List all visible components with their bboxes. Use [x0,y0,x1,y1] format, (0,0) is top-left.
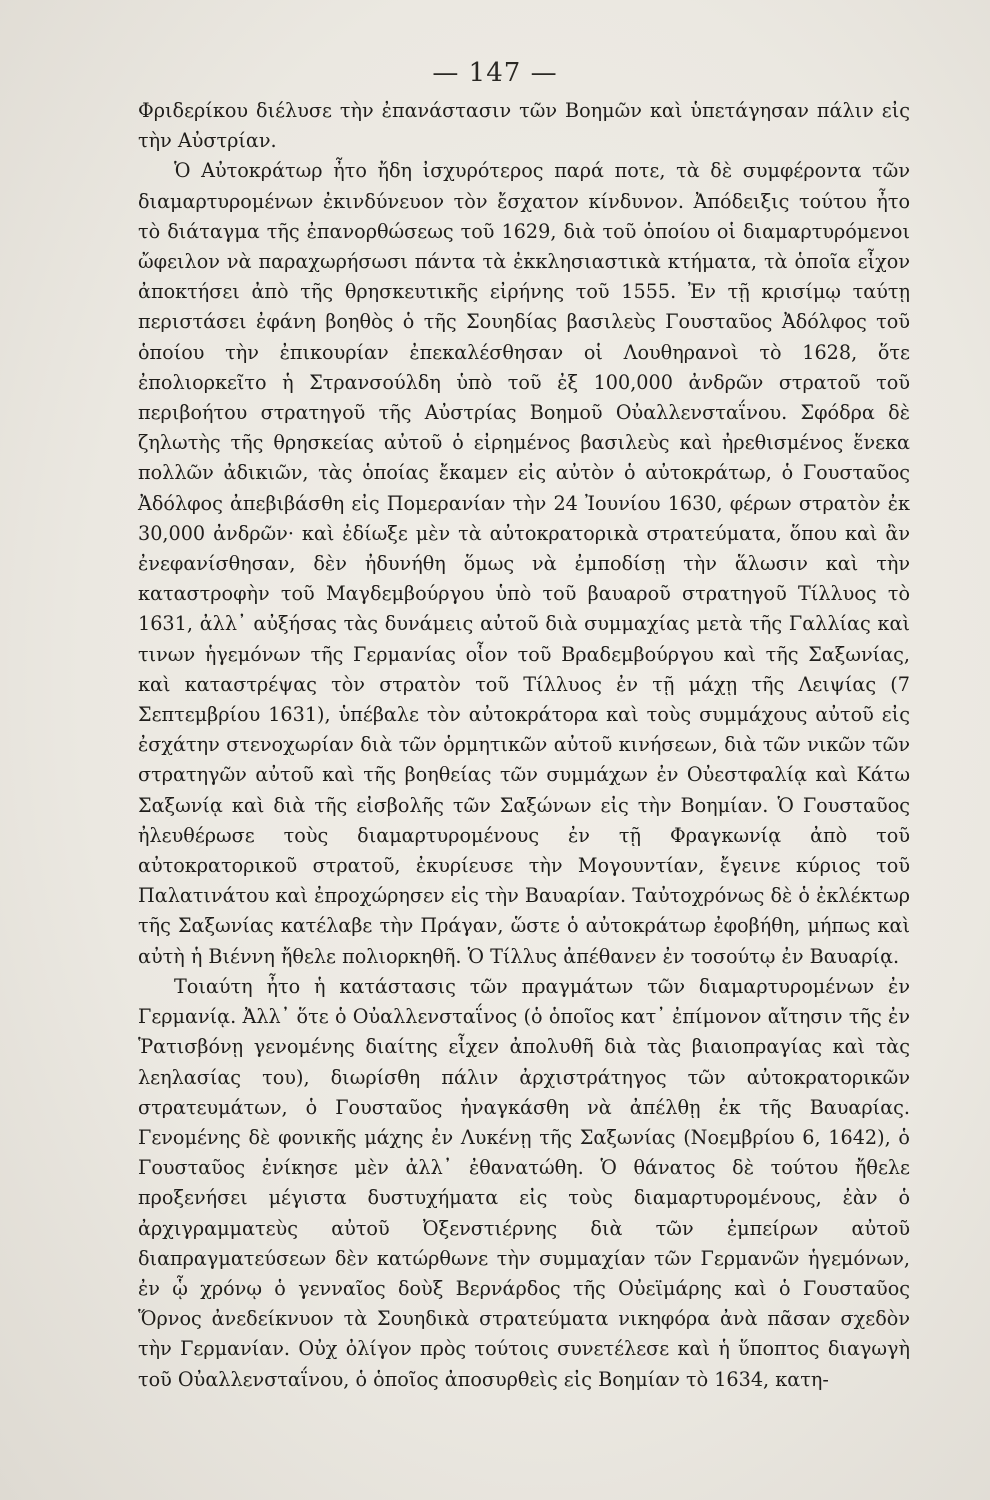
paragraph-continuation: Φριδερίκου διέλυσε τὴν ἐπανάστασιν τῶν Βοημῶν καὶ ὑπετάγησαν πάλιν εἰς τὴν Αὐστρίαν. [138,99,910,153]
paragraph-situation: Τοιαύτη ἦτο ἡ κατάστασις τῶν πραγμάτων τῶν διαμαρτυρομένων ἐν Γερμανίᾳ. Ἀλλ᾽ ὅτε ὁ Οὐαλλενσταΐνος (ὁ ὁποῖος κατ᾽ ἐπίμονον αἴτησιν τῆς ἐν Ῥατισβόνῃ γενομένης διαίτης εἶχεν ἀπολυθῆ διὰ τὰς βιαιοπραγίας καὶ τὰς λεηλασίας του), διωρίσθη πάλιν ἀρχιστράτηγος τῶν αὐτοκρατορικῶν στρατευμάτων, ὁ Γουσταῦος ἠναγκάσθη νὰ ἀπέλθῃ ἐκ τῆς Βαυαρίας. Γενομένης δὲ φονικῆς μάχης ἐν Λυκένῃ τῆς Σαξωνίας (Νοεμβρίου 6, 1642), ὁ Γουσταῦος ἐνίκησε μὲν ἀλλ᾽ ἐθανατώθη. Ὁ θάνατος δὲ τούτου ἤθελε προξενήσει μέγιστα δυστυχήματα εἰς τοὺς διαμαρτυρομένους, ἐὰν ὁ ἀρχιγραμματεὺς αὐτοῦ Ὀξενστιέρνης διὰ τῶν ἐμπείρων αὐτοῦ διαπραγματεύσεων δὲν κατώρθωνε τὴν συμμαχίαν τῶν Γερμανῶν ἡγεμόνων, ἐν ᾧ χρόνῳ ὁ γενναῖος δοὺξ Βερνάρδος τῆς Οὐεϊμάρης καὶ ὁ Γουσταῦος Ὅρνος ἀνεδείκνυον τὰ Σουηδικὰ στρατεύματα νικηφόρα ἀνὰ πᾶσαν σχεδὸν τὴν Γερμανίαν. Οὐχ ὀλίγον πρὸς τούτοις συνετέλεσε καὶ ἡ ὕποπτος διαγωγὴ τοῦ Οὐαλλενσταΐνου, ὁ ὁποῖος ἀποσυρθεὶς εἰς Βοημίαν τὸ 1634, κατη- [138,974,910,1391]
body-text [138,96,910,1395]
page-number: — 147 — [432,58,558,88]
paragraph-emperor: Ὁ Αὐτοκράτωρ ἦτο ἤδη ἰσχυρότερος παρά ποτε, τὰ δὲ συμφέροντα τῶν διαμαρτυρομένων ἐκινδύνευον τὸν ἔσχατον κίνδυνον. Ἀπόδειξις τούτου ἦτο τὸ διάταγμα τῆς ἐπανορθώσεως τοῦ 1629, διὰ τοῦ ὁποίου οἱ διαμαρτυρόμενοι ὤφειλον νὰ παραχωρήσωσι πάντα τὰ ἐκκλησιαστικὰ κτήματα, τὰ ὁποῖα εἶχον ἀποκτήσει ἀπὸ τῆς θρησκευτικῆς εἰρήνης τοῦ 1555. Ἐν τῇ κρισίμῳ ταύτῃ περιστάσει ἐφάνη βοηθὸς ὁ τῆς Σουηδίας βασιλεὺς Γουσταῦος Ἀδόλφος τοῦ ὁποίου τὴν ἐπικουρίαν ἐπεκαλέσθησαν οἱ Λουθηρανοὶ τὸ 1628, ὅτε ἐπολιορκεῖτο ἡ Στρανσούλδη ὑπὸ τοῦ ἐξ 100,000 ἀνδρῶν στρατοῦ τοῦ περιβοήτου στρατηγοῦ τῆς Αὐστρίας Βοημοῦ Οὐαλλενσταΐνου. Σφόδρα δὲ ζηλωτὴς τῆς θρησκείας αὐτοῦ ὁ εἰρημένος βασιλεὺς καὶ ἠρεθισμένος ἕνεκα πολλῶν ἀδικιῶν, τὰς ὁποίας ἔκαμεν εἰς αὐτὸν ὁ αὐτοκράτωρ, ὁ Γουσταῦος Ἀδόλφος ἀπεβιβάσθη εἰς Πομερανίαν τὴν 24 Ἰουνίου 1630, φέρων στρατὸν ἐκ 30,000 ἀνδρῶν· καὶ ἐδίωξε μὲν τὰ αὐτοκρατορικὰ στρατεύματα, ὅπου καὶ ἂν ἐνεφανίσθησαν, δὲν ἠδυνήθη ὅμως νὰ ἐμποδίσῃ τὴν ἅλωσιν καὶ τὴν καταστροφὴν τοῦ Μαγδεμβούργου ὑπὸ τοῦ βαυαροῦ στρατηγοῦ Τίλλυος τὸ 1631, ἀλλ᾽ αὐξήσας τὰς δυνάμεις αὐτοῦ διὰ συμμαχίας μετὰ τῆς Γαλλίας καὶ τινων ἡγεμόνων τῆς Γερμανίας οἷον τοῦ Βραδεμβούργου καὶ τῆς Σαξωνίας, καὶ καταστρέψας τὸν στρατὸν τοῦ Τίλλυος ἐν τῇ μάχῃ τῆς Λειψίας (7 Σεπτεμβρίου 1631), ὑπέβαλε τὸν αὐτοκράτορα καὶ τοὺς συμμάχους αὐτοῦ εἰς ἐσχάτην στενοχωρίαν διὰ τῶν ὁρμητικῶν αὐτοῦ κινήσεων, διὰ τῶν νικῶν τῶν στρατηγῶν αὐτοῦ καὶ τῆς βοηθείας τῶν συμμάχων ἐν Οὐεστφαλίᾳ καὶ Κάτω Σαξωνίᾳ καὶ διὰ τῆς εἰσβολῆς τῶν Σαξώνων εἰς τὴν Βοημίαν. Ὁ Γουσταῦος ἠλευθέρωσε τοὺς διαμαρτυρομένους ἐν τῇ Φραγκωνίᾳ ἀπὸ τοῦ αὐτοκρατορικοῦ στρατοῦ, ἐκυρίευσε τὴν Μογουντίαν, ἔγεινε κύριος τοῦ Παλατινάτου καὶ ἐπροχώρησεν εἰς τὴν Βαυαρίαν. Ταὐτοχρόνως δὲ ὁ ἐκλέκτωρ τῆς Σαξωνίας κατέλαβε τὴν Πράγαν, ὥστε ὁ αὐτοκράτωρ ἐφοβήθη, μήπως καὶ αὐτὴ ἡ Βιέννη ἤθελε πολιορκηθῆ. Ὁ Τίλλυς ἀπέθανεν ἐν τοσούτῳ ἐν Βαυαρίᾳ. [138,159,910,968]
